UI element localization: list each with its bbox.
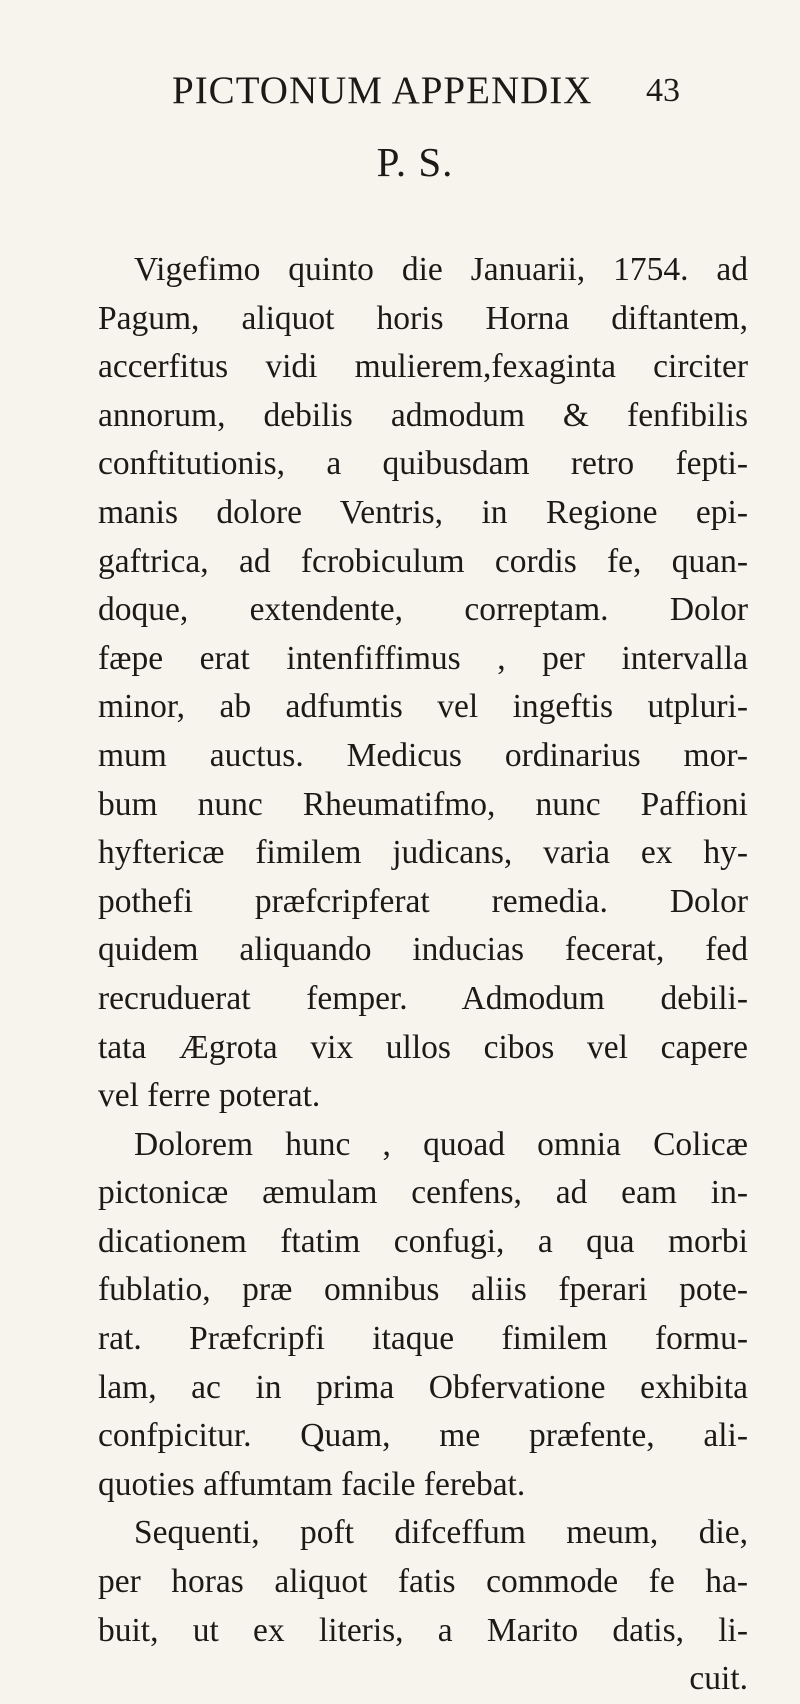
text-line: quoties affumtam facile ferebat. bbox=[98, 1465, 526, 1503]
text-line: lam, ac in prima Obfervatione exhibita bbox=[98, 1368, 748, 1406]
text-line: Pagum, aliquot horis Horna diftantem, bbox=[98, 299, 748, 337]
text-line: fublatio, præ omnibus aliis fperari pote- bbox=[98, 1271, 748, 1309]
text-line: fæpe erat intenfiffimus , per intervalla bbox=[98, 639, 748, 677]
running-title: PICTONUM APPENDIX bbox=[172, 69, 593, 112]
text-line: pothefi præfcripferat remedia. Dolor bbox=[98, 882, 748, 920]
text-line: rat. Præfcripfi itaque fimilem formu- bbox=[98, 1320, 748, 1358]
text-line: dicationem ftatim confugi, a qua morbi bbox=[98, 1222, 748, 1260]
section-heading: P. S. bbox=[376, 139, 454, 185]
text-line: confpicitur. Quam, me præfente, ali- bbox=[98, 1417, 748, 1455]
text-line: vel ferre poterat. bbox=[98, 1077, 321, 1115]
text-line: bum nunc Rheumatifmo, nunc Paffioni bbox=[98, 785, 748, 823]
text-line: doque, extendente, correptam. Dolor bbox=[98, 591, 748, 629]
text-line: cuit. bbox=[689, 1660, 748, 1698]
text-line: Dolorem hunc , quoad omnia Colicæ bbox=[134, 1125, 748, 1163]
text-line: conftitutionis, a quibusdam retro fepti- bbox=[98, 445, 748, 483]
text-line: recruduerat femper. Admodum debili- bbox=[98, 979, 748, 1017]
running-head bbox=[172, 68, 692, 118]
text-line: per horas aliquot fatis commode fe ha- bbox=[98, 1563, 748, 1601]
text-line: minor, ab adfumtis vel ingeftis utpluri- bbox=[98, 688, 748, 726]
text-line: accerfitus vidi mulierem,fexaginta circiter bbox=[98, 348, 748, 386]
body-text bbox=[98, 246, 748, 1704]
text-line: tata Ægrota vix ullos cibos vel capere bbox=[98, 1028, 748, 1066]
text-line: buit, ut ex literis, a Marito datis, li- bbox=[98, 1611, 748, 1649]
text-line: mum auctus. Medicus ordinarius mor- bbox=[98, 736, 748, 774]
text-line: manis dolore Ventris, in Regione epi- bbox=[98, 493, 748, 531]
text-line: gaftrica, ad fcrobiculum cordis fe, quan- bbox=[98, 542, 748, 580]
text-line: hyftericæ fimilem judicans, varia ex hy- bbox=[98, 834, 748, 872]
text-line: annorum, debilis admodum & fenfibilis bbox=[98, 396, 748, 434]
text-line: quidem aliquando inducias fecerat, fed bbox=[98, 931, 748, 969]
text-line: Vigefimo quinto die Januarii, 1754. ad bbox=[134, 251, 748, 288]
text-line: pictonicæ æmulam cenfens, ad eam in- bbox=[98, 1174, 748, 1212]
page-number: 43 bbox=[646, 72, 680, 109]
text-line: Sequenti, poft difceffum meum, die, bbox=[134, 1514, 748, 1552]
